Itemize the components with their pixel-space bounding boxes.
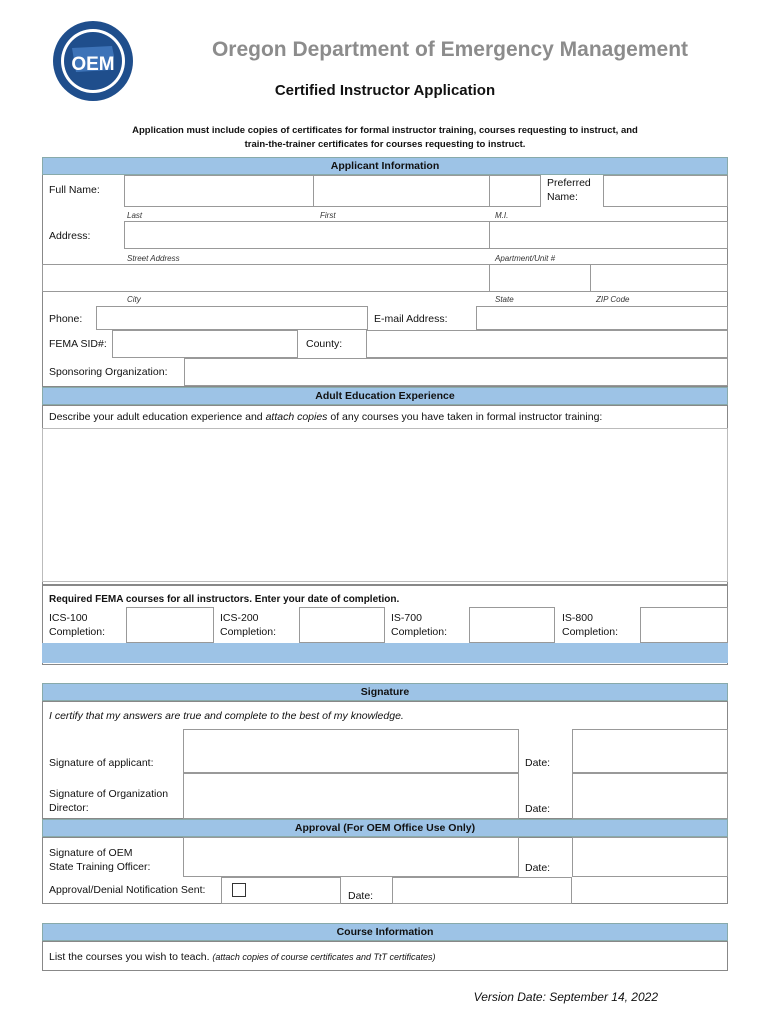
fema-sid-label: FEMA SID#: [49,338,107,350]
middle-initial-field[interactable] [489,175,541,207]
course-info-prompt-regular: List the courses you wish to teach. [49,951,213,963]
last-sublabel: Last [127,211,143,220]
ics-200-date-field[interactable] [299,607,385,643]
zip-code-field[interactable] [590,264,728,292]
organization-title: Oregon Department of Emergency Management [211,38,689,61]
sponsoring-org-label: Sponsoring Organization: [49,366,168,378]
state-field[interactable] [489,264,591,292]
phone-label: Phone: [49,313,83,325]
county-field[interactable] [366,330,728,358]
course-name: ICS-200 [220,612,259,624]
notification-date-field[interactable] [392,877,572,904]
director-date-label: Date: [525,803,551,815]
officer-label-line-1: Signature of OEM [49,847,133,859]
ics-100-date-field[interactable] [126,607,214,643]
education-prompt-part-1: Describe your adult education experience and [49,411,266,423]
officer-label-line-2: State Training Officer: [49,861,151,873]
course-label-is-800 [562,611,618,639]
education-prompt-part-2: of any courses you have taken in formal instructor training: [327,411,603,423]
last-name-field[interactable] [124,175,314,207]
street-sublabel: Street Address [127,254,180,263]
sponsoring-org-field[interactable] [184,358,728,386]
course-info-section-header: Course Information [42,923,728,941]
officer-signature-label [49,846,150,874]
apartment-field[interactable] [489,221,728,249]
instructions-line-2: train-the-trainer certificates for courses requesting to instruct. [244,139,526,150]
phone-field[interactable] [96,306,368,330]
course-name: ICS-100 [49,612,88,624]
full-name-label: Full Name: [49,184,100,196]
notification-date-label: Date: [348,890,374,902]
applicant-date-label: Date: [525,757,551,769]
apartment-sublabel: Apartment/Unit # [495,254,556,263]
course-info-prompt-italic: (attach copies of course certificates and TtT certificates) [212,952,436,962]
notification-sent-checkbox[interactable] [232,883,246,897]
director-date-field[interactable] [572,773,728,819]
course-completion-label: Completion: [220,626,277,638]
course-completion-label: Completion: [562,626,619,638]
city-sublabel: City [127,295,141,304]
is-700-date-field[interactable] [469,607,555,643]
preferred-name-label-line-2: Name: [547,191,578,203]
applicant-section-header: Applicant Information [42,157,728,175]
director-signature-field[interactable] [183,773,519,819]
applicant-signature-label: Signature of applicant: [49,757,154,769]
first-name-field[interactable] [313,175,490,207]
fema-sid-field[interactable] [112,330,298,358]
course-info-prompt [49,950,436,964]
version-date: Version Date: September 14, 2022 [473,990,658,1004]
required-courses-label: Required FEMA courses for all instructors. Enter your date of completion. [49,594,400,605]
certify-text: I certify that my answers are true and complete to the best of my knowledge. [49,710,404,722]
education-experience-textarea[interactable] [42,428,728,582]
director-label-line-2: Director: [49,802,89,814]
notification-label: Approval/Denial Notification Sent: [49,884,206,896]
course-label-ics-100 [49,611,105,639]
course-completion-label: Completion: [391,626,448,638]
course-completion-label: Completion: [49,626,106,638]
officer-date-field[interactable] [572,837,728,877]
mi-sublabel: M.I. [495,211,509,220]
is-800-date-field[interactable] [640,607,728,643]
state-sublabel: State [495,295,514,304]
officer-signature-field[interactable] [183,837,519,877]
signature-section-header: Signature [42,683,728,701]
director-label-line-1: Signature of Organization [49,788,169,800]
email-label: E-mail Address: [374,313,448,325]
education-section-header: Adult Education Experience [42,387,728,405]
education-prompt-italic: attach copies [265,411,328,423]
applicant-date-field[interactable] [572,729,728,773]
director-signature-label [49,787,168,815]
zip-sublabel: ZIP Code [596,295,630,304]
course-label-ics-200 [220,611,276,639]
city-field[interactable] [42,264,490,292]
form-title: Certified Instructor Application [274,82,496,99]
instructions [80,124,690,152]
preferred-name-field[interactable] [603,175,728,207]
county-label: County: [306,338,343,350]
oem-logo [52,20,134,102]
oem-seal-icon [52,20,134,102]
course-label-is-700 [391,611,447,639]
preferred-name-label [547,176,591,204]
approval-section-header: Approval (For OEM Office Use Only) [42,819,728,837]
officer-date-label: Date: [525,862,551,874]
address-label: Address: [49,230,91,242]
instructions-line-1: Application must include copies of certificates for formal instructor training, courses requesting to instruct, and [132,125,638,136]
applicant-signature-field[interactable] [183,729,519,773]
courses-spacer-band [42,643,728,663]
course-name: IS-700 [391,612,422,624]
preferred-name-label-line-1: Preferred [547,177,591,189]
education-prompt [49,410,602,424]
email-field[interactable] [476,306,728,330]
course-name: IS-800 [562,612,593,624]
street-address-field[interactable] [124,221,490,249]
first-sublabel: First [320,211,336,220]
logo-text: OEM [71,54,115,75]
